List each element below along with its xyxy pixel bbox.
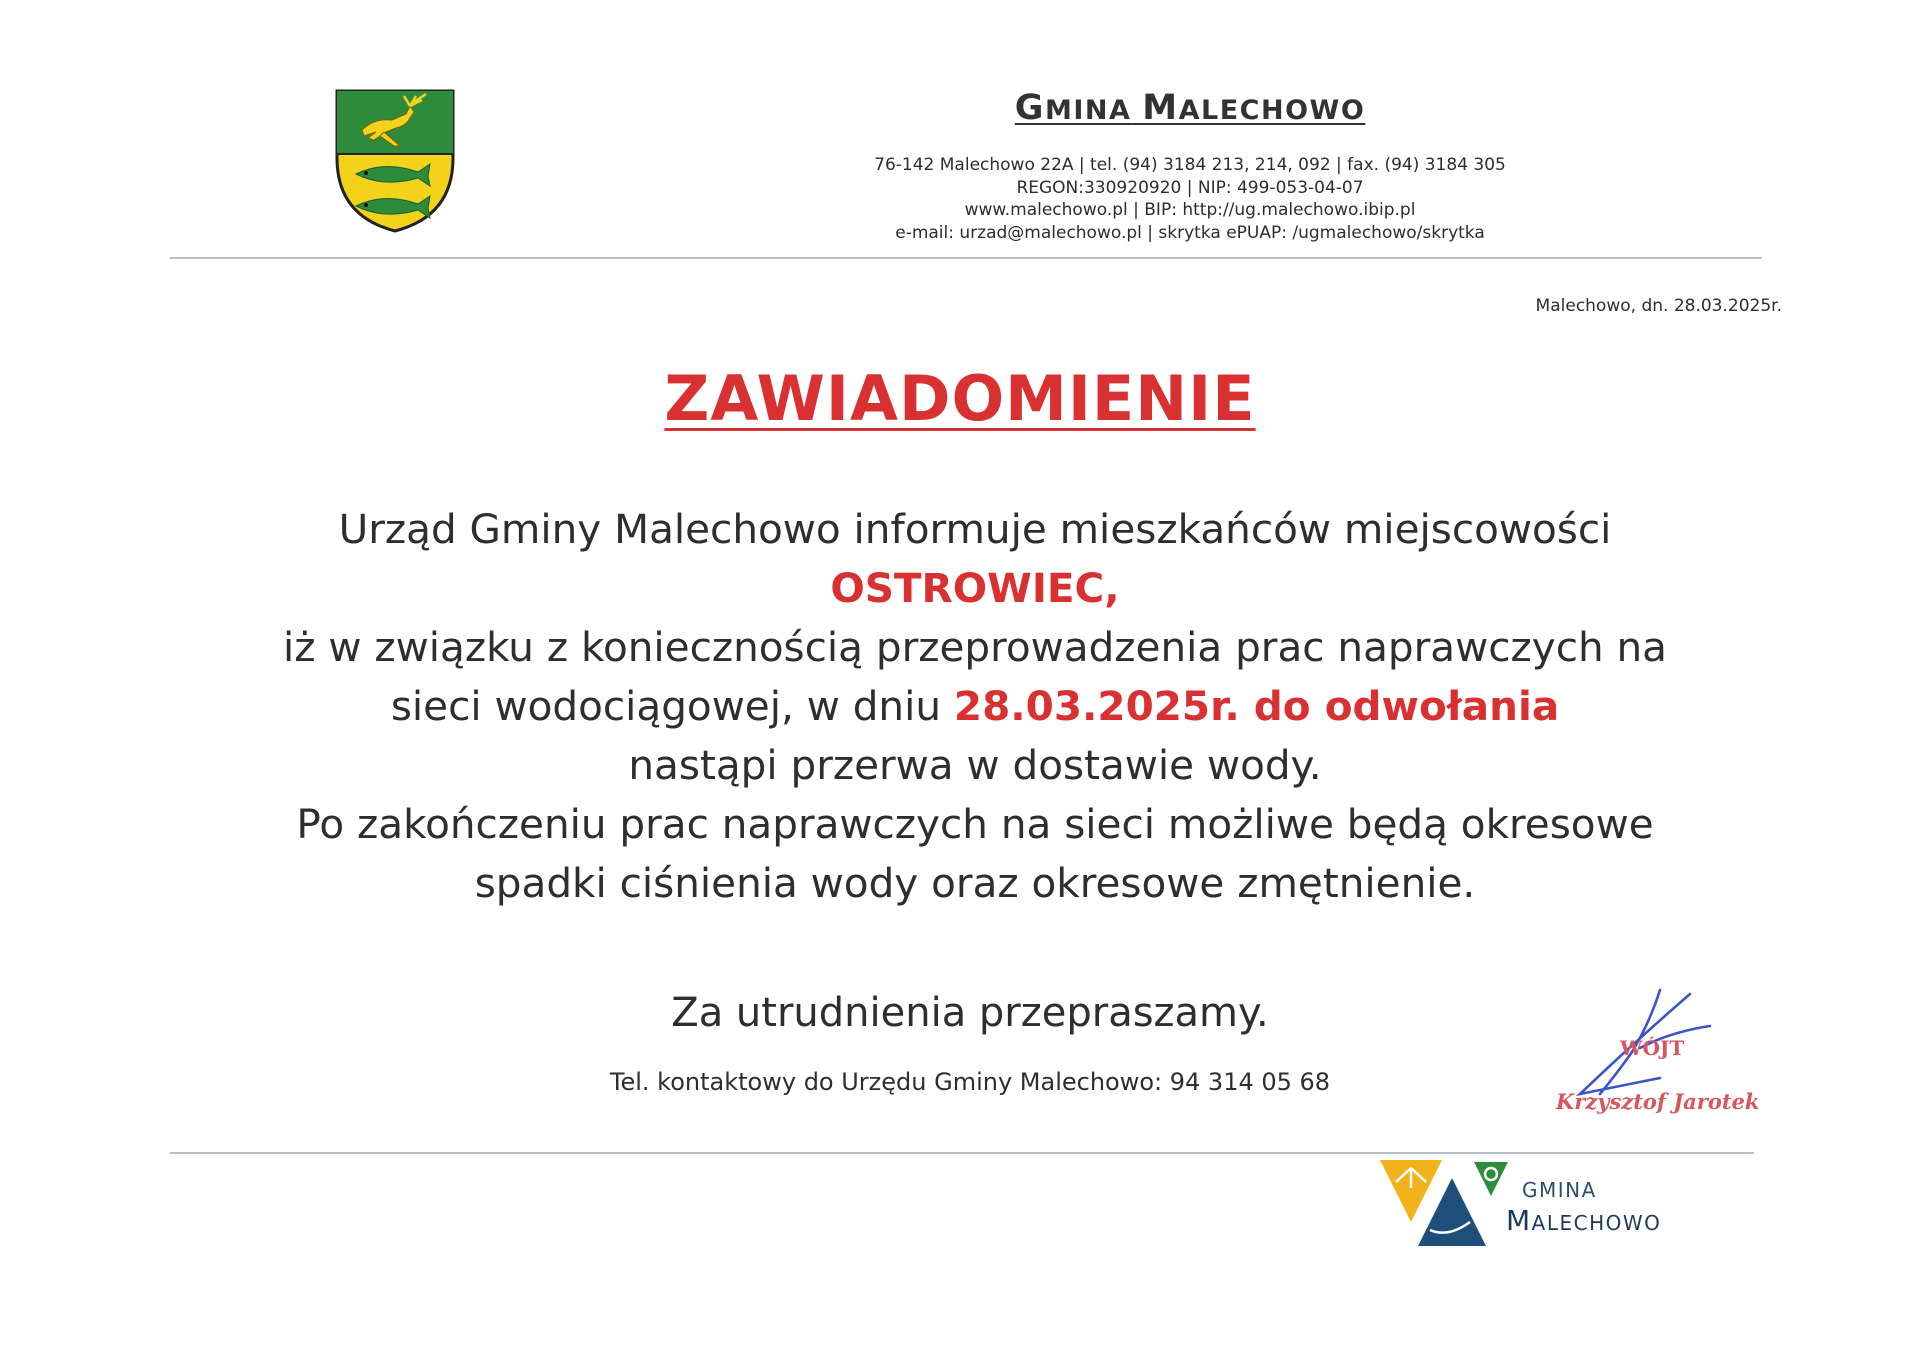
body-line: sieci wodociągowej, w dniu 28.03.2025r. do odwołania <box>390 682 1560 730</box>
coat-of-arms-icon <box>334 88 456 234</box>
signature-title: WÓJT <box>1620 1036 1685 1060</box>
gmina-logo-icon <box>1378 1158 1518 1250</box>
footer-divider <box>170 1152 1754 1154</box>
body-line: nastąpi przerwa w dostawie wody. <box>628 741 1322 789</box>
logo-text-gmina: GMINA <box>1522 1178 1597 1202</box>
body-line: iż w związku z koniecznością przeprowadzenia prac naprawczych na <box>282 623 1667 671</box>
page-title: ZAWIADOMIENIE <box>664 362 1256 435</box>
contact-address-line: 76-142 Malechowo 22A | tel. (94) 3184 213, 214, 092 | fax. (94) 3184 305 <box>874 155 1506 175</box>
contact-web-line: www.malechowo.pl | BIP: http://ug.malechowo.ibip.pl <box>964 200 1416 220</box>
contact-regon-line: REGON:330920920 | NIP: 499-053-04-07 <box>1016 177 1364 198</box>
body-line: spadki ciśnienia wody oraz okresowe zmętnienie. <box>474 859 1476 907</box>
apology-text: Za utrudnienia przepraszamy. <box>671 990 1269 1036</box>
logo-text-malechowo: Malechowo <box>1506 1204 1662 1237</box>
locality-name: OSTROWIEC, <box>830 564 1120 612</box>
header-divider <box>170 257 1762 259</box>
signature-name: Krzysztof Jarotek <box>1556 1089 1760 1114</box>
contact-info <box>780 154 1600 244</box>
outage-date: 28.03.2025r. do odwołania <box>953 682 1560 730</box>
contact-phone: Tel. kontaktowy do Urzędu Gminy Malechowo: 94 314 05 68 <box>609 1068 1331 1096</box>
body-line: Po zakończeniu prac naprawczych na sieci możliwe będą okresowe <box>296 800 1654 848</box>
body-line: Urząd Gminy Malechowo informuje mieszkańców miejscowości <box>338 505 1612 553</box>
contact-email-line: e-mail: urzad@malechowo.pl | skrytka ePUAP: /ugmalechowo/skrytka <box>895 222 1485 243</box>
notice-body <box>120 500 1830 913</box>
document-date: Malechowo, dn. 28.03.2025r. <box>1535 296 1782 316</box>
org-name-heading: GMINA MALECHOWO <box>1014 88 1366 128</box>
